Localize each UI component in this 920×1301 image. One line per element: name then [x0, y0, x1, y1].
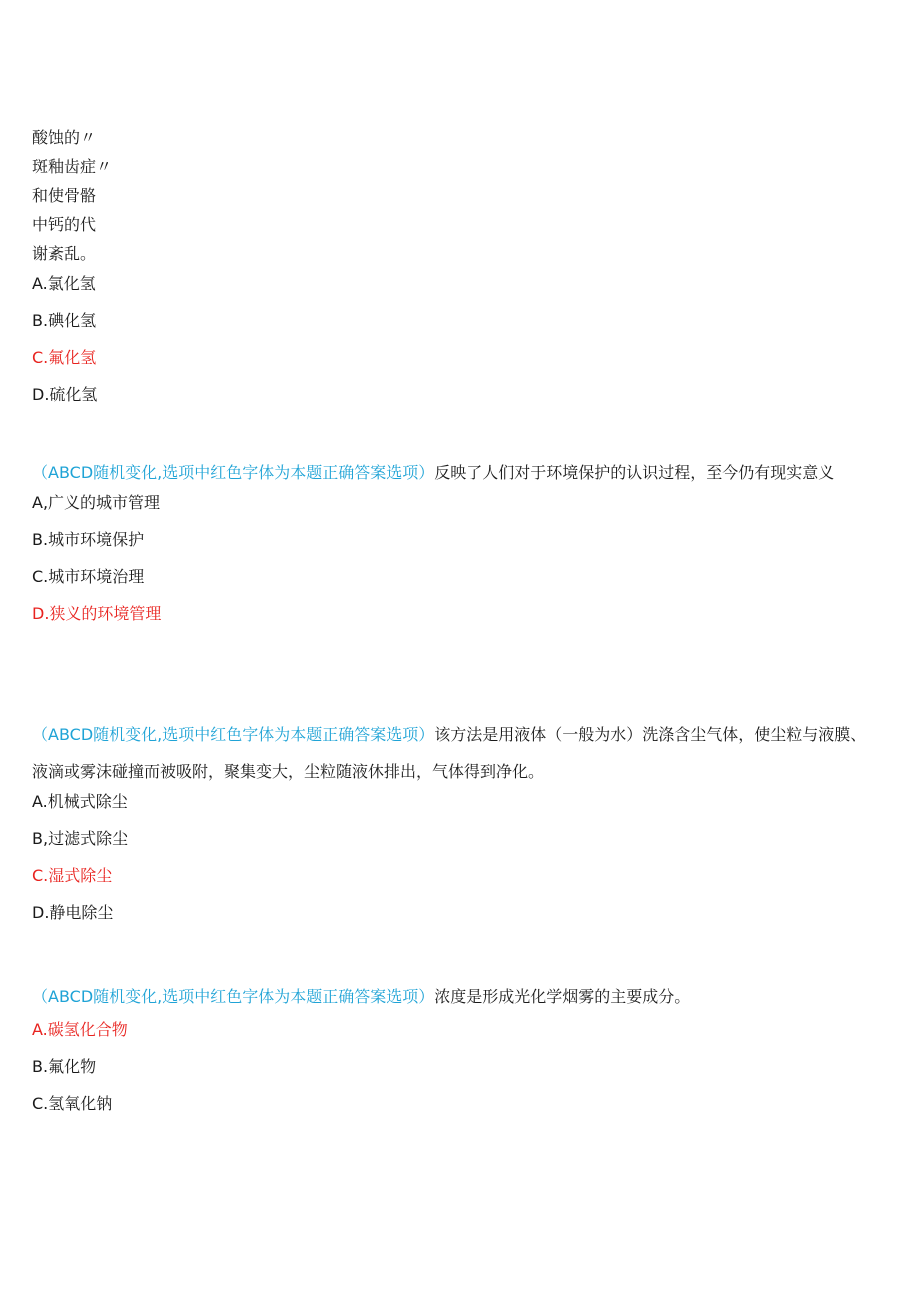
- question-text: 浓度是形成光化学烟雾的主要成分。: [434, 987, 691, 1006]
- question-block: [32, 716, 882, 940]
- option: B,过滤式除尘: [32, 829, 129, 848]
- option: D.静电除尘: [32, 903, 114, 922]
- option: D.硫化氢: [32, 385, 98, 404]
- fragment-line: 和使骨骼: [32, 186, 97, 205]
- question-stem: [32, 716, 882, 790]
- option: A,广义的城市管理: [32, 493, 161, 512]
- option-correct: C.湿式除尘: [32, 866, 113, 885]
- question-text: 该方法是用液体（一般为水）洗涤含尘气体，使尘粒与液膜、液滴或雾沫碰撞而被吸附，聚集变大，尘粒随液休排出，气体得到净化。: [32, 725, 867, 781]
- option: B.城市环境保护: [32, 530, 145, 549]
- option: C.氢氧化钠: [32, 1094, 113, 1113]
- question-text: 反映了人们对于环境保护的认识过程，至今仍有现实意义: [434, 463, 835, 482]
- answer-tag: （ABCD随机变化,选项中红色字体为本题正确答案选项）: [32, 987, 435, 1006]
- option-correct: D.狭义的环境管理: [32, 604, 162, 623]
- option-correct: A.碳氢化合物: [32, 1020, 128, 1039]
- fragment-line: 酸蚀的〃: [32, 128, 97, 147]
- answer-tag: （ABCD随机变化,选项中红色字体为本题正确答案选项）: [32, 463, 435, 482]
- question-block: [32, 454, 882, 641]
- option: B.碘化氢: [32, 311, 97, 330]
- question-stem: [32, 454, 882, 491]
- answer-tag: （ABCD随机变化,选项中红色字体为本题正确答案选项）: [32, 725, 435, 744]
- fragment-line: 斑釉齿症〃: [32, 157, 113, 176]
- fragment-line: 谢紊乱。: [32, 244, 97, 263]
- question-stem: [32, 978, 882, 1015]
- fragment-line: 中钙的代: [32, 215, 97, 234]
- option: A.氯化氢: [32, 274, 96, 293]
- option: A.机械式除尘: [32, 792, 128, 811]
- option: C.城市环境治理: [32, 567, 145, 586]
- option: B.氟化物: [32, 1057, 97, 1076]
- question-block: [32, 978, 882, 1131]
- option-correct: C.氟化氢: [32, 348, 97, 367]
